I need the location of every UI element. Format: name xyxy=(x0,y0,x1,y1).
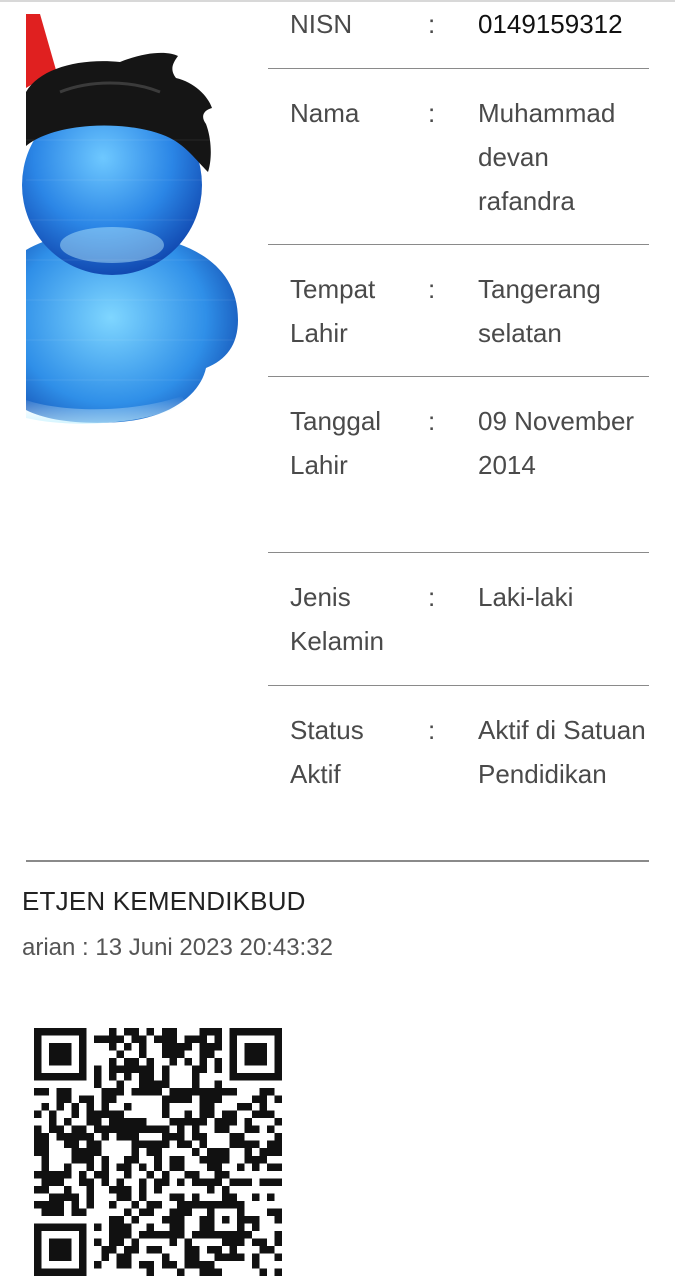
row-jenis-kelamin xyxy=(268,553,649,686)
nama-colon: : xyxy=(428,98,436,128)
nisn-colon: : xyxy=(428,9,436,39)
status-aktif-label: Status Aktif xyxy=(290,715,364,789)
user-avatar-icon xyxy=(0,0,250,440)
jenis-kelamin-colon: : xyxy=(428,582,436,612)
tempat-lahir-label: Tempat Lahir xyxy=(290,274,376,348)
section-divider xyxy=(26,860,649,862)
row-tempat-lahir xyxy=(268,245,649,377)
tempat-lahir-colon: : xyxy=(428,274,436,304)
data-source-label: ETJEN KEMENDIKBUD xyxy=(22,886,306,916)
tanggal-lahir-colon: : xyxy=(428,406,436,436)
row-nama xyxy=(268,69,649,245)
nama-label: Nama xyxy=(290,98,360,128)
qr-code-icon xyxy=(34,1028,282,1276)
tanggal-lahir-label: Tanggal Lahir xyxy=(290,406,382,480)
nisn-label: NISN xyxy=(290,9,353,39)
nama-value: Muhammad devan rafandra xyxy=(478,98,616,216)
nisn-value: 0149159312 xyxy=(478,9,623,39)
jenis-kelamin-value: Laki-laki xyxy=(478,582,574,612)
tempat-lahir-value: Tangerang selatan xyxy=(478,274,601,348)
row-nisn xyxy=(268,0,649,69)
status-aktif-colon: : xyxy=(428,715,436,745)
status-aktif-value: Aktif di Satuan Pendidikan xyxy=(478,715,646,789)
last-updated-timestamp: arian : 13 Juni 2023 20:43:32 xyxy=(22,934,333,961)
row-tanggal-lahir xyxy=(268,377,649,553)
row-status-aktif xyxy=(268,686,649,862)
tanggal-lahir-value: 09 November 2014 xyxy=(478,406,635,480)
jenis-kelamin-label: Jenis Kelamin xyxy=(290,582,384,656)
student-info-table xyxy=(268,0,649,862)
